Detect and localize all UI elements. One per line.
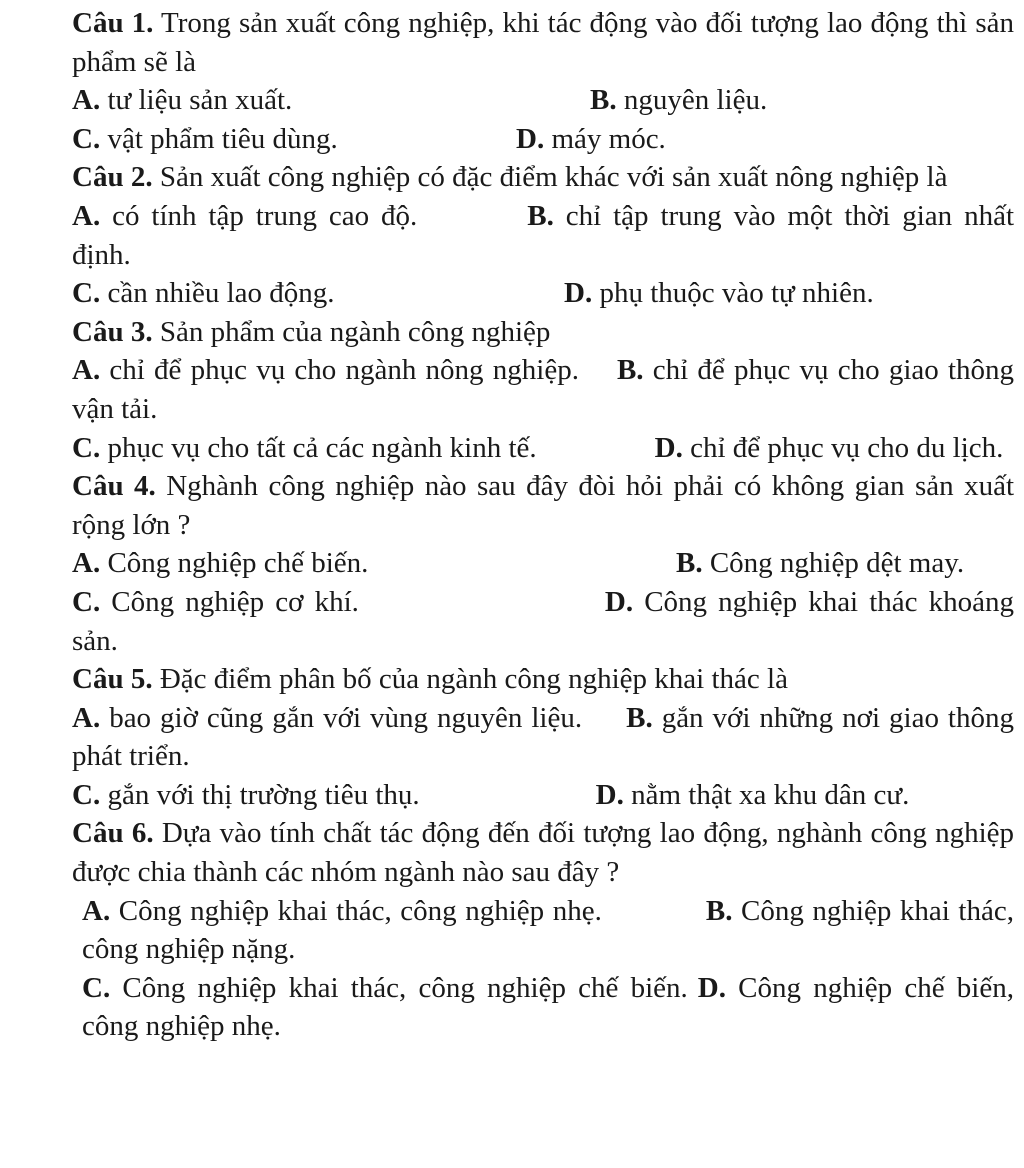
- question-6-label: Câu 6.: [72, 817, 154, 850]
- option-letter: A.: [72, 199, 101, 232]
- question-4-text: Nghành công nghiệp nào sau đây đòi hỏi phải có không gian sản xuất rộng lớn ?: [72, 470, 1014, 541]
- option-letter: A.: [82, 894, 111, 927]
- question-4: [72, 467, 1014, 660]
- question-2-option-c: [72, 277, 335, 309]
- option-letter: B.: [705, 894, 733, 927]
- option-letter: D.: [516, 122, 545, 155]
- question-1-option-d: [516, 120, 666, 159]
- option-letter: D.: [595, 778, 624, 811]
- question-5-stem: [72, 660, 1014, 699]
- option-text: chỉ để phục vụ cho giao thông vận tải.: [72, 354, 1015, 425]
- option-text: Công nghiệp cơ khí.: [100, 585, 359, 618]
- question-6-row-cd: [72, 969, 1014, 1046]
- option-letter: A.: [72, 547, 101, 580]
- option-text: có tính tập trung cao độ.: [100, 199, 418, 232]
- option-letter: C.: [72, 277, 101, 310]
- option-letter: C.: [82, 971, 111, 1004]
- question-5-row-cd: [72, 776, 1014, 815]
- question-3-option-d: [655, 432, 1004, 464]
- question-2-row-ab: [72, 197, 1014, 274]
- option-text: cần nhiều lao động.: [100, 277, 335, 310]
- option-text: Công nghiệp chế biến.: [100, 547, 369, 580]
- question-5-option-d: [596, 779, 910, 811]
- question-3-option-a: [72, 354, 579, 386]
- option-letter: C.: [72, 122, 101, 155]
- option-letter: B.: [676, 547, 703, 580]
- question-list: [72, 4, 1014, 1046]
- question-3-label: Câu 3.: [72, 315, 153, 348]
- option-text: Công nghiệp khai thác, công nghiệp nặng.: [82, 894, 1014, 966]
- option-text: Công nghiệp khai thác, công nghiệp chế biến.: [110, 971, 688, 1004]
- question-6-text: Dựa vào tính chất tác động đến đối tượng lao động, nghành công nghiệp được chia thành các nhóm ngành nào sau đây ?: [72, 817, 1014, 889]
- option-letter: C.: [72, 778, 101, 811]
- option-letter: B.: [527, 199, 554, 232]
- option-text: chỉ để phục vụ cho du lịch.: [682, 431, 1004, 464]
- question-3-option-c: [72, 432, 537, 464]
- option-letter: C.: [72, 431, 101, 464]
- option-text: gắn với thị trường tiêu thụ.: [100, 778, 420, 811]
- question-1-row-cd: [72, 120, 1014, 159]
- question-5: [72, 660, 1014, 814]
- question-6: [72, 814, 1014, 1046]
- option-letter: D.: [564, 277, 593, 310]
- question-2-option-d: [564, 274, 874, 313]
- question-3-stem: [72, 313, 1014, 352]
- question-1-option-a: [72, 84, 292, 116]
- question-2-row-cd: [72, 274, 1014, 313]
- option-text: Công nghiệp chế biến, công nghiệp nhẹ.: [82, 971, 1014, 1043]
- option-text: phụ thuộc vào tự nhiên.: [592, 277, 874, 310]
- question-2: [72, 158, 1014, 312]
- option-text: bao giờ cũng gắn với vùng nguyên liệu.: [100, 701, 583, 734]
- question-1-stem: [72, 4, 1014, 81]
- question-3-row-cd: [72, 429, 1014, 468]
- question-4-option-c: [72, 586, 359, 618]
- question-6-option-c: [82, 972, 688, 1004]
- question-1-option-c: [72, 123, 338, 155]
- question-5-option-c: [72, 779, 420, 811]
- option-text: Công nghiệp khai thác, công nghiệp nhẹ.: [110, 894, 602, 927]
- option-text: nằm thật xa khu dân cư.: [623, 778, 910, 811]
- question-5-option-a: [72, 702, 582, 734]
- question-3-row-ab: [72, 351, 1014, 428]
- option-text: Công nghiệp khai thác khoáng sản.: [72, 585, 1014, 657]
- option-letter: D.: [697, 971, 726, 1004]
- option-text: Công nghiệp dệt may.: [702, 547, 965, 580]
- cropped-text-fragment-bottom: [60, 1160, 1020, 1168]
- question-5-label: Câu 5.: [72, 663, 153, 696]
- question-5-row-ab: [72, 699, 1014, 776]
- question-6-row-ab: [72, 892, 1014, 969]
- option-letter: A.: [72, 84, 101, 117]
- question-1-label: Câu 1.: [72, 7, 154, 39]
- option-text: vật phẩm tiêu dùng.: [100, 122, 338, 155]
- question-3-text: Sản phẩm của ngành công nghiệp: [152, 315, 551, 348]
- question-4-stem: [72, 467, 1014, 544]
- question-5-text: Đặc điểm phân bố của ngành công nghiệp khai thác là: [152, 663, 788, 696]
- option-letter: A.: [72, 354, 101, 387]
- option-text: chỉ để phục vụ cho ngành nông nghiệp.: [100, 354, 579, 387]
- question-4-row-cd: [72, 583, 1014, 660]
- option-letter: B.: [626, 701, 653, 734]
- option-letter: D.: [604, 585, 634, 618]
- option-text: tư liệu sản xuất.: [100, 84, 293, 117]
- option-text: máy móc.: [544, 122, 666, 155]
- option-letter: B.: [616, 354, 644, 387]
- option-letter: A.: [72, 701, 101, 734]
- option-text: gắn với những nơi giao thông phát triển.: [72, 701, 1014, 773]
- option-text: chỉ tập trung vào một thời gian nhất định.: [72, 199, 1014, 271]
- question-6-stem: [72, 814, 1014, 891]
- question-4-label: Câu 4.: [72, 470, 156, 503]
- question-2-text: Sản xuất công nghiệp có đặc điểm khác với sản xuất nông nghiệp là: [152, 161, 948, 194]
- question-1-text: Trong sản xuất công nghiệp, khi tác động vào đối tượng lao động thì sản phẩm sẽ là: [72, 7, 1014, 78]
- question-3: [72, 313, 1014, 467]
- question-2-stem: [72, 158, 1014, 197]
- option-text: nguyên liệu.: [616, 84, 768, 117]
- option-letter: B.: [590, 84, 617, 117]
- question-4-option-a: [72, 547, 368, 579]
- question-4-row-ab: [72, 544, 1014, 583]
- question-2-label: Câu 2.: [72, 161, 153, 194]
- question-4-option-b: [676, 544, 964, 583]
- question-2-option-a: [72, 200, 417, 232]
- option-letter: C.: [72, 585, 101, 618]
- option-text: phục vụ cho tất cả các ngành kinh tế.: [100, 431, 537, 464]
- question-6-option-a: [82, 895, 602, 927]
- question-1-option-b: [590, 81, 767, 120]
- question-1: [72, 4, 1014, 158]
- option-letter: D.: [654, 431, 683, 464]
- question-1-row-ab: [72, 81, 1014, 120]
